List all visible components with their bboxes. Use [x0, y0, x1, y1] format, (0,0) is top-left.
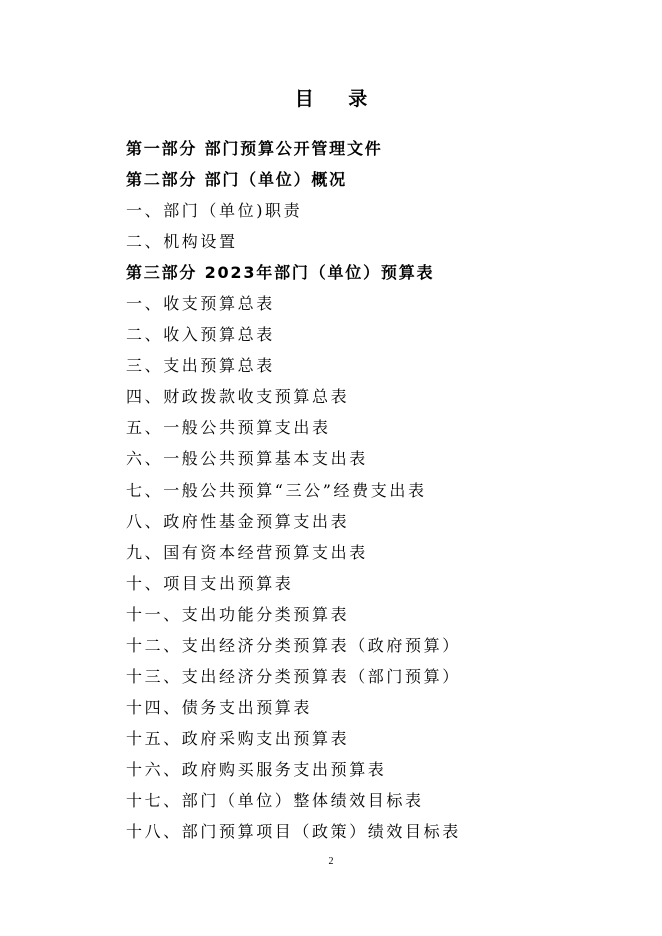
toc-section-heading: 第一部分 部门预算公开管理文件 — [126, 139, 383, 158]
toc-section-heading: 第三部分 2023年部门（单位）预算表 — [126, 263, 435, 283]
toc-entry: 十五、政府采购支出预算表 — [126, 728, 350, 748]
toc-section-heading: 第二部分 部门（单位）概况 — [126, 170, 347, 190]
toc-entry: 六、一般公共预算基本支出表 — [126, 449, 368, 469]
page-title: 目 录 — [294, 88, 382, 110]
toc-entry: 十二、支出经济分类预算表（政府预算） — [126, 635, 461, 655]
toc-entry: 十六、政府购买服务支出预算表 — [126, 759, 387, 779]
toc-entry: 五、一般公共预算支出表 — [126, 418, 331, 438]
toc-entry: 十八、部门预算项目（政策）绩效目标表 — [126, 822, 461, 842]
toc-entry: 十四、债务支出预算表 — [126, 697, 313, 717]
toc-entry: 十、项目支出预算表 — [126, 573, 294, 593]
toc-entry: 三、支出预算总表 — [126, 356, 275, 376]
toc-entry: 七、一般公共预算“三公”经费支出表 — [126, 480, 427, 500]
toc-entry: 一、部门（单位)职责 — [126, 201, 303, 221]
toc-entry: 八、政府性基金预算支出表 — [126, 511, 350, 531]
toc-entry: 十七、部门（单位）整体绩效目标表 — [126, 790, 424, 810]
toc-entry: 二、机构设置 — [126, 232, 238, 252]
page-number: 2 — [328, 856, 334, 867]
toc-entry: 一、收支预算总表 — [126, 294, 275, 314]
toc-entry: 四、财政拨款收支预算总表 — [126, 387, 350, 407]
table-of-contents — [126, 138, 606, 852]
toc-entry: 九、国有资本经营预算支出表 — [126, 542, 368, 562]
toc-entry: 十三、支出经济分类预算表（部门预算） — [126, 666, 461, 686]
toc-entry: 十一、支出功能分类预算表 — [126, 604, 350, 624]
toc-entry: 二、收入预算总表 — [126, 325, 275, 345]
